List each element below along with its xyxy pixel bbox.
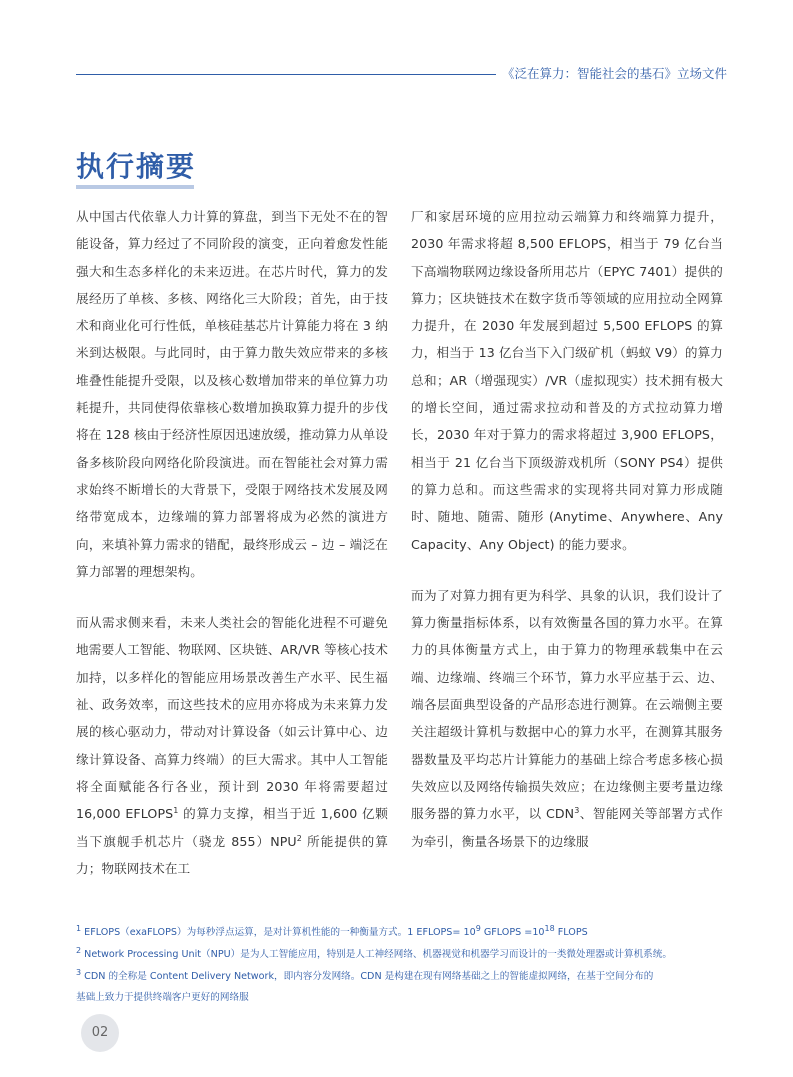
header-rule	[76, 74, 496, 75]
footnotes	[76, 922, 726, 1009]
page-number: 02	[81, 1014, 119, 1052]
footnote-2: $^2$ Network Processing Unit（NPU）是为人工智能应用，特别是人工神经网络、机器视觉和机器学习而设计的一类微处理器或计算机系统。	[76, 945, 672, 960]
footnote-ref-3: 3	[574, 806, 580, 816]
left-paragraph-2: 而从需求侧来看，未来人类社会的智能化进程不可避免地需要人工智能、物联网、区块链、AR/VR 等核心技术加持，以多样化的智能应用场景改善生产水平、民生福祉、政务效率，而这些技术的应用亦将成为未来算力发展的核心驱动力，带动对计算设备（如云计算中心、边缘计算设备、高算力终端）的巨大需求。其中人工智能将全面赋能各行各业，预计到 2030 年将需要超过 16,000 EFLOPS$^1$ 的算力支撑，相当于近 1,600 亿颗当下旗舰手机芯片（骁龙 855）NPU$^2$ 所能提供的算力；物联网技术在工	[76, 615, 388, 876]
footnote-1: $^1$ EFLOPS（exaFLOPS）为每秒浮点运算，是对计算机性能的一种衡量方式。1 EFLOPS= $10^9$ GFLOPS $=10^{18}$ FLOPS	[76, 923, 588, 938]
left-column	[76, 203, 388, 906]
right-column	[411, 203, 723, 879]
footnote-ref-1: 1	[173, 806, 179, 816]
left-paragraph-1: 从中国古代依靠人力计算的算盘，到当下无处不在的智能设备，算力经过了不同阶段的演变，正向着愈发性能强大和生态多样化的未来迈进。在芯片时代，算力的发展经历了单核、多核、网络化三大阶段；首先，由于技术和商业化可行性低，单核硅基芯片计算能力将在 3 纳米到达极限。与此同时，由于算力散失效应带来的多核堆叠性能提升受限，以及核心数增加带来的单位算力功耗提升，共同使得依靠核心数增加换取算力提升的步伐将在 128 核由于经济性原因迅速放缓，推动算力从单设备多核阶段向网络化阶段演进。而在智能社会对算力需求始终不断增长的大背景下，受限于网络技术发展及网络带宽成本，边缘端的算力部署将成为必然的演进方向，来填补算力需求的错配，最终形成云 – 边 – 端泛在算力部署的理想架构。	[76, 209, 388, 579]
footnote-3-continued: 基础上致力于提供终端客户更好的网络服	[76, 992, 249, 1003]
footnote-ref-2: 2	[296, 833, 302, 843]
footnote-3: $^3$ CDN 的全称是 Content Delivery Network，即内容分发网络。CDN 是构建在现有网络基础之上的智能虚拟网络，在基于空间分布的	[76, 967, 654, 982]
running-header-title: 《泛在算力：智能社会的基石》立场文件	[502, 66, 728, 81]
right-paragraph-2: 而为了对算力拥有更为科学、具象的认识，我们设计了算力衡量指标体系，以有效衡量各国的算力水平。在算力的具体衡量方式上，由于算力的物理承载集中在云端、边缘端、终端三个环节，算力水平应基于云、边、端各层面典型设备的产品形态进行测算。在云端侧主要关注超级计算机与数据中心的算力水平，在测算其服务器数量及平均芯片计算能力的基础上综合考虑多核心损失效应以及网络传输损失效应；在边缘侧主要考量边缘服务器的算力水平，以 CDN$^3$、智能网关等部署方式作为牵引，衡量各场景下的边缘服	[411, 587, 723, 849]
right-paragraph-1: 厂和家居环境的应用拉动云端算力和终端算力提升，2030 年需求将超 8,500 EFLOPS，相当于 79 亿台当下高端物联网边缘设备所用芯片（EPYC 7401）提供的算力；区块链技术在数字货币等领域的应用拉动全网算力提升，在 2030 年发展到超过 5,500 EFLOPS 的算力，相当于 13 亿台当下入门级矿机（蚂蚁 V9）的算力总和；AR（增强现实）/VR（虚拟现实）技术拥有极大的增长空间，通过需求拉动和普及的方式拉动算力增长，2030 年对于算力的需求将超过 3,900 EFLOPS，相当于 21 亿台当下顶级游戏机所（SONY PS4）提供的算力总和。而这些需求的实现将共同对算力形成随时、随地、随需、随形 (Anytime、Anywhere、Any Capacity、Any Object) 的能力要求。	[411, 209, 723, 552]
page-title: 执行摘要	[76, 150, 197, 183]
title-underline	[76, 185, 194, 189]
